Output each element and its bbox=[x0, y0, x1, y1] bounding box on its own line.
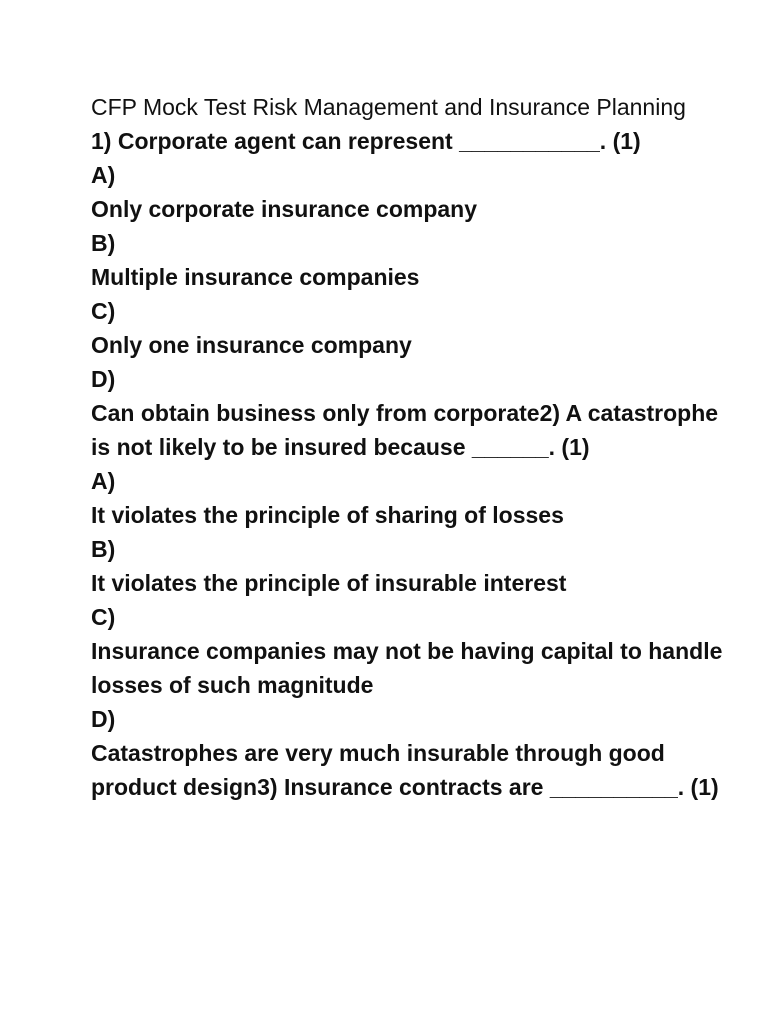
q1-option-a-label: A) bbox=[91, 162, 116, 188]
q2-option-b-label: B) bbox=[91, 536, 116, 562]
q1-option-c-label: C) bbox=[91, 298, 116, 324]
q1-option-d-label: D) bbox=[91, 366, 116, 392]
q2-option-b-text: It violates the principle of insurable interest bbox=[91, 570, 567, 596]
q2-option-a-text: It violates the principle of sharing of losses bbox=[91, 502, 564, 528]
question-1-text: 1) Corporate agent can represent ___________. (1) bbox=[91, 128, 641, 154]
q1-option-d-and-question-2-text: Can obtain business only from corporate2) A catastrophe is not likely to be insured because ______. (1) bbox=[91, 400, 719, 460]
q1-option-c-text: Only one insurance company bbox=[91, 332, 412, 358]
q2-option-a-label: A) bbox=[91, 468, 116, 494]
q2-option-c-label: C) bbox=[91, 604, 116, 630]
q2-option-d-label: D) bbox=[91, 706, 116, 732]
q1-option-b-text: Multiple insurance companies bbox=[91, 264, 420, 290]
q1-option-b-label: B) bbox=[91, 230, 116, 256]
document-page bbox=[91, 90, 741, 804]
q1-option-a-text: Only corporate insurance company bbox=[91, 196, 478, 222]
q2-option-d-and-question-3-text: Catastrophes are very much insurable through good product design3) Insurance contracts are __________. (1) bbox=[91, 740, 719, 800]
q2-option-c-text: Insurance companies may not be having capital to handle losses of such magnitude bbox=[91, 638, 723, 698]
document-title: CFP Mock Test Risk Management and Insurance Planning bbox=[91, 94, 686, 120]
